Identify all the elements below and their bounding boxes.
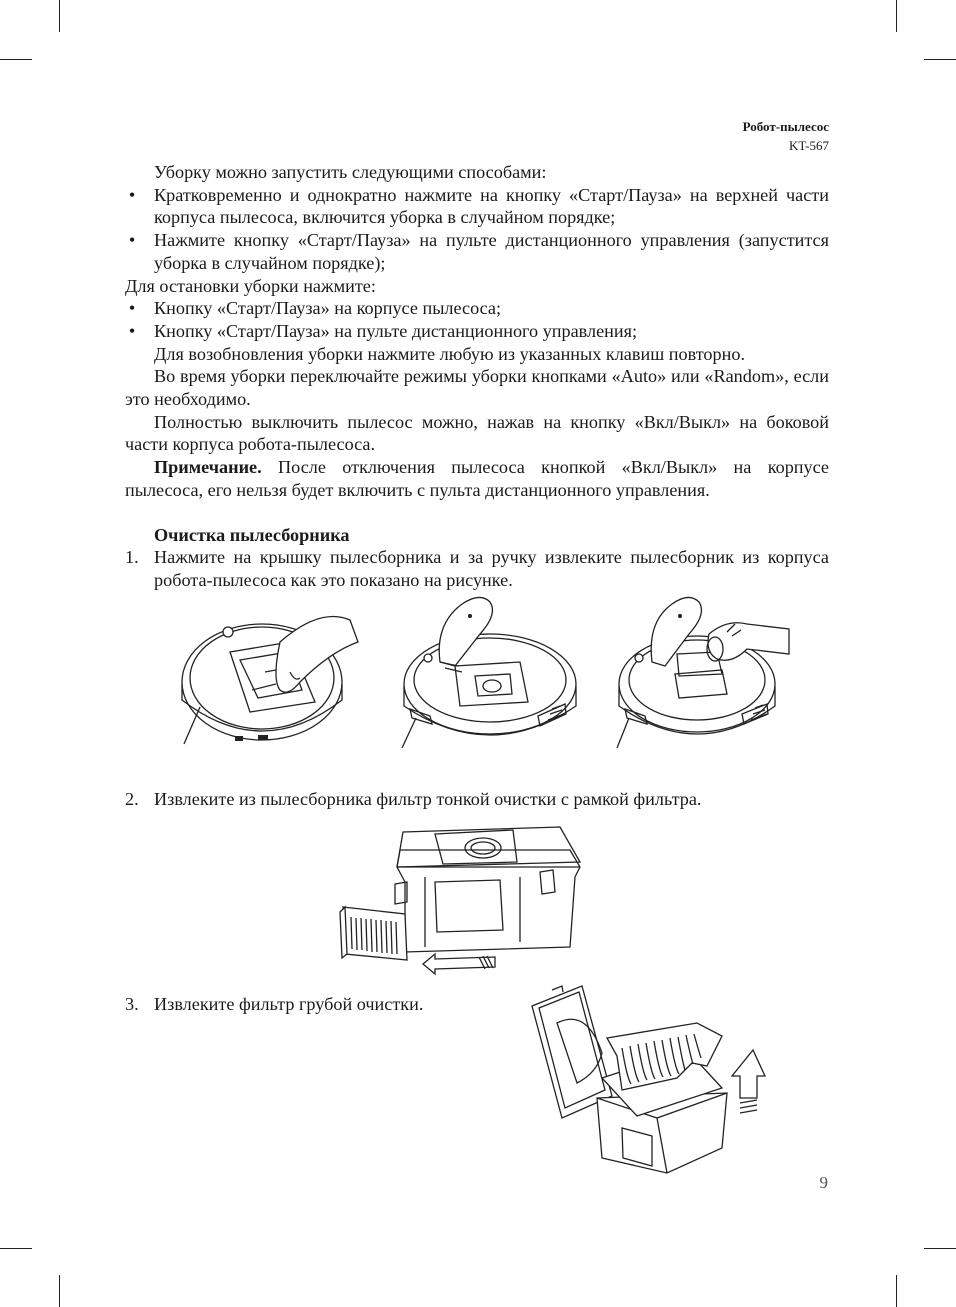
section-title xyxy=(125,524,829,547)
step-text: Нажмите на крышку пылесборника и за ручку извлеките пылесборник из корпуса робота-пылесоса как это показано на рисунке. xyxy=(154,547,829,590)
step-item xyxy=(125,788,829,811)
paragraph: Для остановки уборки нажмите: xyxy=(125,275,376,296)
body-text xyxy=(125,161,829,592)
step-number: 2. xyxy=(125,789,139,809)
section-title-text: Очистка пылесборника xyxy=(154,524,350,545)
bin-coarse-filter-illustration xyxy=(527,978,772,1176)
bullet-text: Кнопку «Старт/Пауза» на корпусе пылесоса; xyxy=(154,298,502,319)
bullet-item xyxy=(125,320,829,343)
bullet-text: Кнопку «Старт/Пауза» на пульте дистанционного управления; xyxy=(154,320,638,341)
crop-mark xyxy=(59,1275,60,1307)
crop-mark xyxy=(0,1248,32,1249)
step-number: 3. xyxy=(125,994,139,1014)
crop-mark xyxy=(59,0,60,32)
note-paragraph xyxy=(125,456,829,501)
step-item xyxy=(125,546,829,591)
robot-lid-open-illustration xyxy=(400,594,582,750)
crop-mark xyxy=(896,0,897,32)
page-header xyxy=(743,117,829,155)
bullet-mark: • xyxy=(128,184,136,205)
bullet-item xyxy=(125,229,829,274)
crop-mark xyxy=(924,1248,956,1249)
paragraph: Во время уборки переключайте режимы уборки кнопками «Auto» или «Random», если это необходимо. xyxy=(125,366,829,410)
step-number: 1. xyxy=(125,547,139,568)
robot-press-lid-illustration xyxy=(180,612,358,747)
paragraph: Полностью выключить пылесос можно, нажав на кнопку «Вкл/Выкл» на боковой части корпуса робота-пылесоса. xyxy=(125,411,829,455)
bin-fine-filter-illustration xyxy=(335,822,590,977)
note-text: После отключения пылесоса кнопкой «Вкл/Выкл» на корпусе пылесоса, его нельзя будет включить с пульта дистанционного управления. xyxy=(125,457,829,500)
crop-mark xyxy=(924,59,956,60)
paragraph: Уборку можно запустить следующими способами: xyxy=(154,162,547,182)
header-title: Робот-пылесос xyxy=(742,119,829,134)
bullet-item xyxy=(125,297,829,320)
bullet-mark: • xyxy=(128,230,136,251)
bullet-item xyxy=(125,184,829,229)
bullet-mark: • xyxy=(128,298,136,319)
crop-mark xyxy=(0,59,32,60)
paragraph: Для возобновления уборки нажмите любую из указанных клавиш повторно. xyxy=(154,343,745,364)
bullet-mark: • xyxy=(128,320,136,341)
crop-mark xyxy=(896,1275,897,1307)
step-text: Извлеките фильтр грубой очистки. xyxy=(154,994,424,1014)
step-text: Извлеките из пылесборника фильтр тонкой очистки с рамкой фильтра. xyxy=(154,789,702,809)
robot-remove-bin-illustration xyxy=(617,594,789,750)
bullet-text: Нажмите кнопку «Старт/Пауза» на пульте дистанционного управления (запустится уборка в случайном порядке); xyxy=(154,230,829,273)
header-model: KT-567 xyxy=(789,138,829,153)
bullet-text: Кратковременно и однократно нажмите на кнопку «Старт/Пауза» на верхней части корпуса пылесоса, включится уборка в случайном порядке; xyxy=(154,184,829,228)
page-number: 9 xyxy=(819,1173,828,1192)
note-label: Примечание. xyxy=(154,457,262,478)
